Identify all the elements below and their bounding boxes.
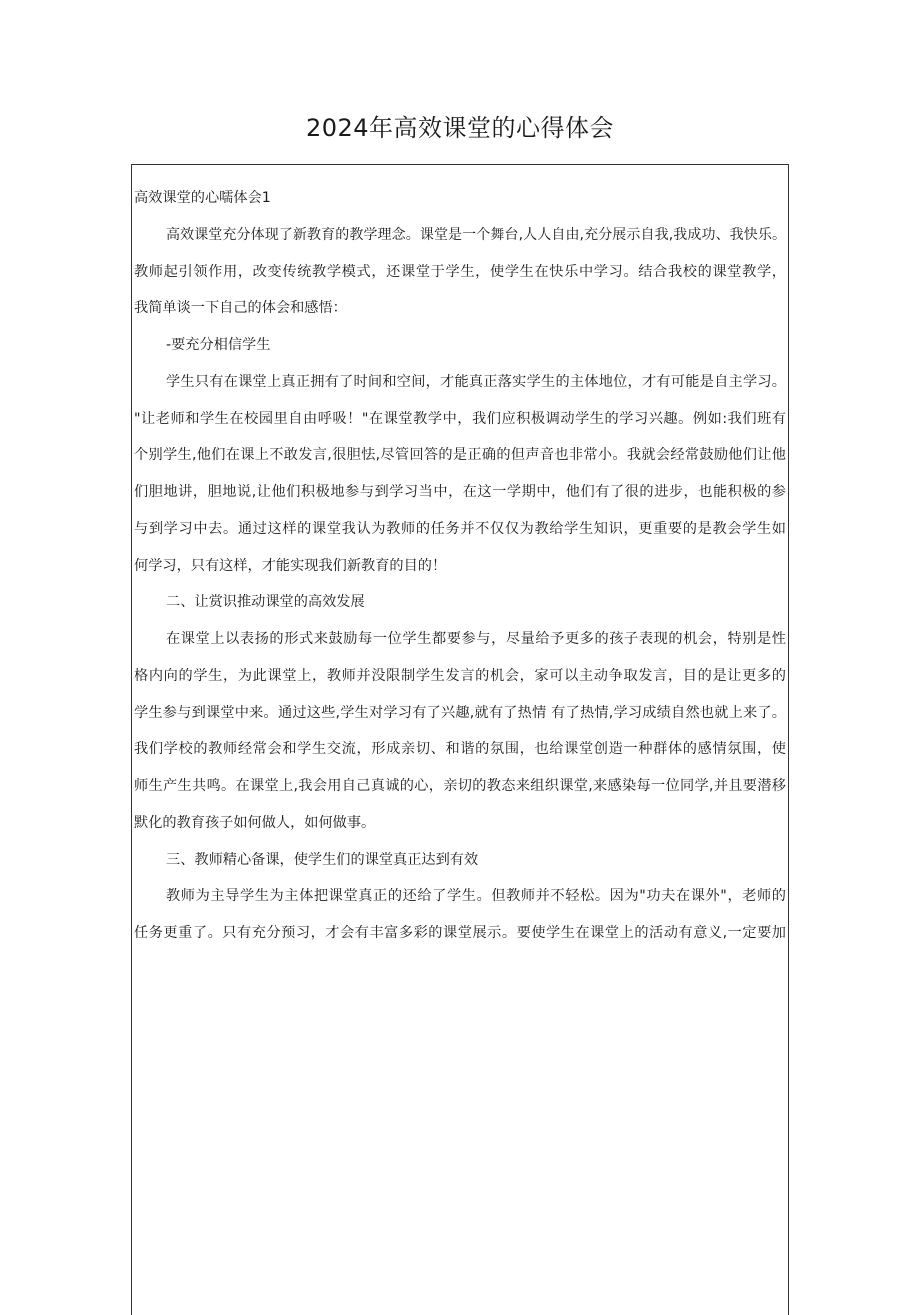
text-line: 教师起引领作用，改变传统教学模式，还课堂于学生，使学生在快乐中学习。结合我校的课堂教学， bbox=[134, 263, 786, 280]
document-body bbox=[134, 180, 786, 952]
text-line: 任务更重了。只有充分预习，才会有丰富多彩的课堂展示。要使学生在课堂上的活动有意义,一定要加 bbox=[134, 925, 786, 941]
text-line: -要充分相信学生 bbox=[166, 337, 271, 353]
text-line: 学生只有在课堂上真正拥有了时间和空间，才能真正落实学生的主体地位，才有可能是自主学习。 bbox=[166, 373, 786, 390]
text-line: 个别学生,他们在课上不敢发言,很胆怯,尽管回答的是正确的但声音也非常小。我就会经常鼓励他们让他 bbox=[134, 447, 786, 464]
text-line: 教师为主导学生为主体把课堂真正的还给了学生。但教师并不轻松。因为"功夫在课外"，老师的 bbox=[166, 888, 786, 905]
text-line: 高效课堂充分体现了新教育的教学理念。课堂是一个舞台,人人自由,充分展示自我,我成功、我快乐。 bbox=[166, 226, 786, 243]
text-line: 与到学习中去。通过这样的课堂我认为教师的任务并不仅仅为教给学生知识，更重要的是教会学生如 bbox=[134, 520, 786, 537]
text-line: 学生参与到课堂中来。通过这些,学生对学习有了兴趣,就有了热情 有了热情,学习成绩自然也就上来了。 bbox=[134, 704, 786, 721]
text-line: 格内向的学生，为此课堂上，教师并没限制学生发言的机会，家可以主动争取发言，目的是让更多的 bbox=[134, 667, 786, 684]
text-line: 我简单谈一下自己的体会和感悟： bbox=[134, 300, 347, 317]
text-line: 高效课堂的心嚅体会1 bbox=[134, 190, 271, 206]
document-title: 2024年高效课堂的心得体会 bbox=[305, 114, 615, 142]
text-line: "让老师和学生在校园里自由呼吸！"在课堂教学中，我们应积极调动学生的学习兴趣。例如:我们班有 bbox=[134, 410, 786, 427]
text-line: 在课堂上以表扬的形式来鼓励每一位学生都要参与，尽量给予更多的孩子表现的机会，特别是性 bbox=[166, 631, 786, 647]
text-line: 何学习，只有这样，才能实现我们新教育的目的！ bbox=[134, 557, 447, 574]
text-line: 师生产生共鸣。在课堂上,我会用自己真诚的心，亲切的教态来组织课堂,来感染每一位同学,并且要潜移 bbox=[134, 778, 786, 794]
text-line: 三、教师精心备课，使学生们的课堂真正达到有效 bbox=[166, 851, 479, 868]
text-line: 我们学校的教师经常会和学生交流，形成亲切、和谐的氛围，也给课堂创造一种群体的感情氛围，使 bbox=[134, 741, 786, 758]
text-line: 二、让赏识推动课堂的高效发展 bbox=[166, 594, 365, 611]
text-line: 默化的教育孩子如何做人，如何做事。 bbox=[134, 814, 376, 831]
text-line: 们胆地讲，胆地说,让他们积极地参与到学习当中，在这一学期中，他们有了很的进步，也能积极的参 bbox=[134, 484, 786, 500]
